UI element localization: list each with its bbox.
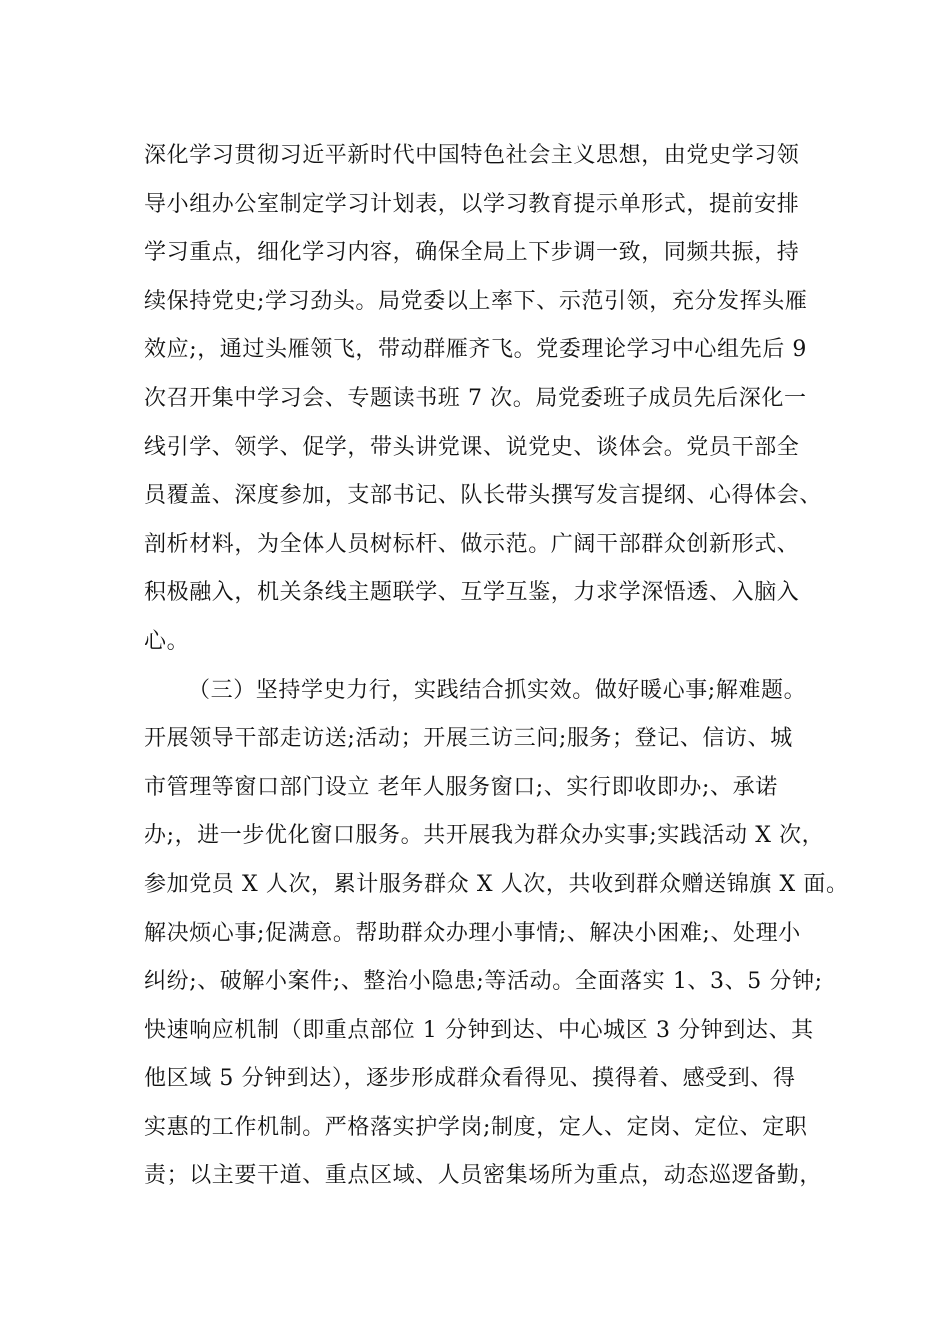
text-line: 深化学习贯彻习近平新时代中国特色社会主义思想，由党史学习领 — [144, 143, 800, 168]
text-line: 快速响应机制（即重点部位 1 分钟到达、中心城区 3 分钟到达、其 — [144, 1017, 814, 1043]
text-line: 续保持党史;学习劲头。局党委以上率下、示范引领，充分发挥头雁 — [144, 288, 808, 314]
text-line: 解决烦心事;促满意。帮助群众办理小事情;、解决小困难;、处理小 — [144, 920, 801, 946]
text-line: 线引学、领学、促学，带头讲党课、说党史、谈体会。党员干部全 — [144, 434, 800, 460]
text-line: 学习重点，细化学习内容，确保全局上下步调一致，同频共振，持 — [144, 240, 800, 266]
text-line: 责；以主要干道、重点区域、人员密集场所为重点，动态巡逻备勤， — [144, 1163, 823, 1189]
text-line: 市管理等窗口部门设立 老年人服务窗口;、实行即收即办;、承诺 — [144, 774, 778, 800]
section-heading-line: （三）坚持学史力行，实践结合抓实效。做好暖心事;解难题。 — [188, 677, 807, 703]
text-line: 实惠的工作机制。严格落实护学岗;制度，定人、定岗、定位、定职 — [144, 1114, 808, 1140]
text-line: 纠纷;、破解小案件;、整治小隐患;等活动。全面落实 1、3、5 分钟; — [144, 969, 823, 995]
text-line: 办;，进一步优化窗口服务。共开展我为群众办实事;实践活动 X 次， — [144, 823, 825, 849]
text-line: 剖析材料，为全体人员树标杆、做示范。广阔干部群众创新形式、 — [144, 531, 800, 557]
body-text — [144, 132, 849, 1201]
text-line: 积极融入，机关条线主题联学、互学互鉴，力求学深悟透、入脑入 — [144, 580, 800, 606]
text-line: 员覆盖、深度参加，支部书记、队长带头撰写发言提纲、心得体会、 — [144, 483, 823, 509]
text-line: 心。 — [144, 628, 190, 654]
text-line: 效应;，通过头雁领飞，带动群雁齐飞。党委理论学习中心组先后 9 — [144, 337, 808, 363]
text-line: 导小组办公室制定学习计划表，以学习教育提示单形式，提前安排 — [144, 191, 800, 217]
text-line: 开展领导干部走访送;活动；开展三访三问;服务；登记、信访、城 — [144, 726, 793, 752]
text-line: 他区域 5 分钟到达），逐步形成群众看得见、摸得着、感受到、得 — [144, 1066, 796, 1092]
text-line: 次召开集中学习会、专题读书班 7 次。局党委班子成员先后深化一 — [144, 385, 807, 411]
text-line: 参加党员 X 人次，累计服务群众 X 人次，共收到群众赠送锦旗 X 面。 — [144, 871, 849, 897]
